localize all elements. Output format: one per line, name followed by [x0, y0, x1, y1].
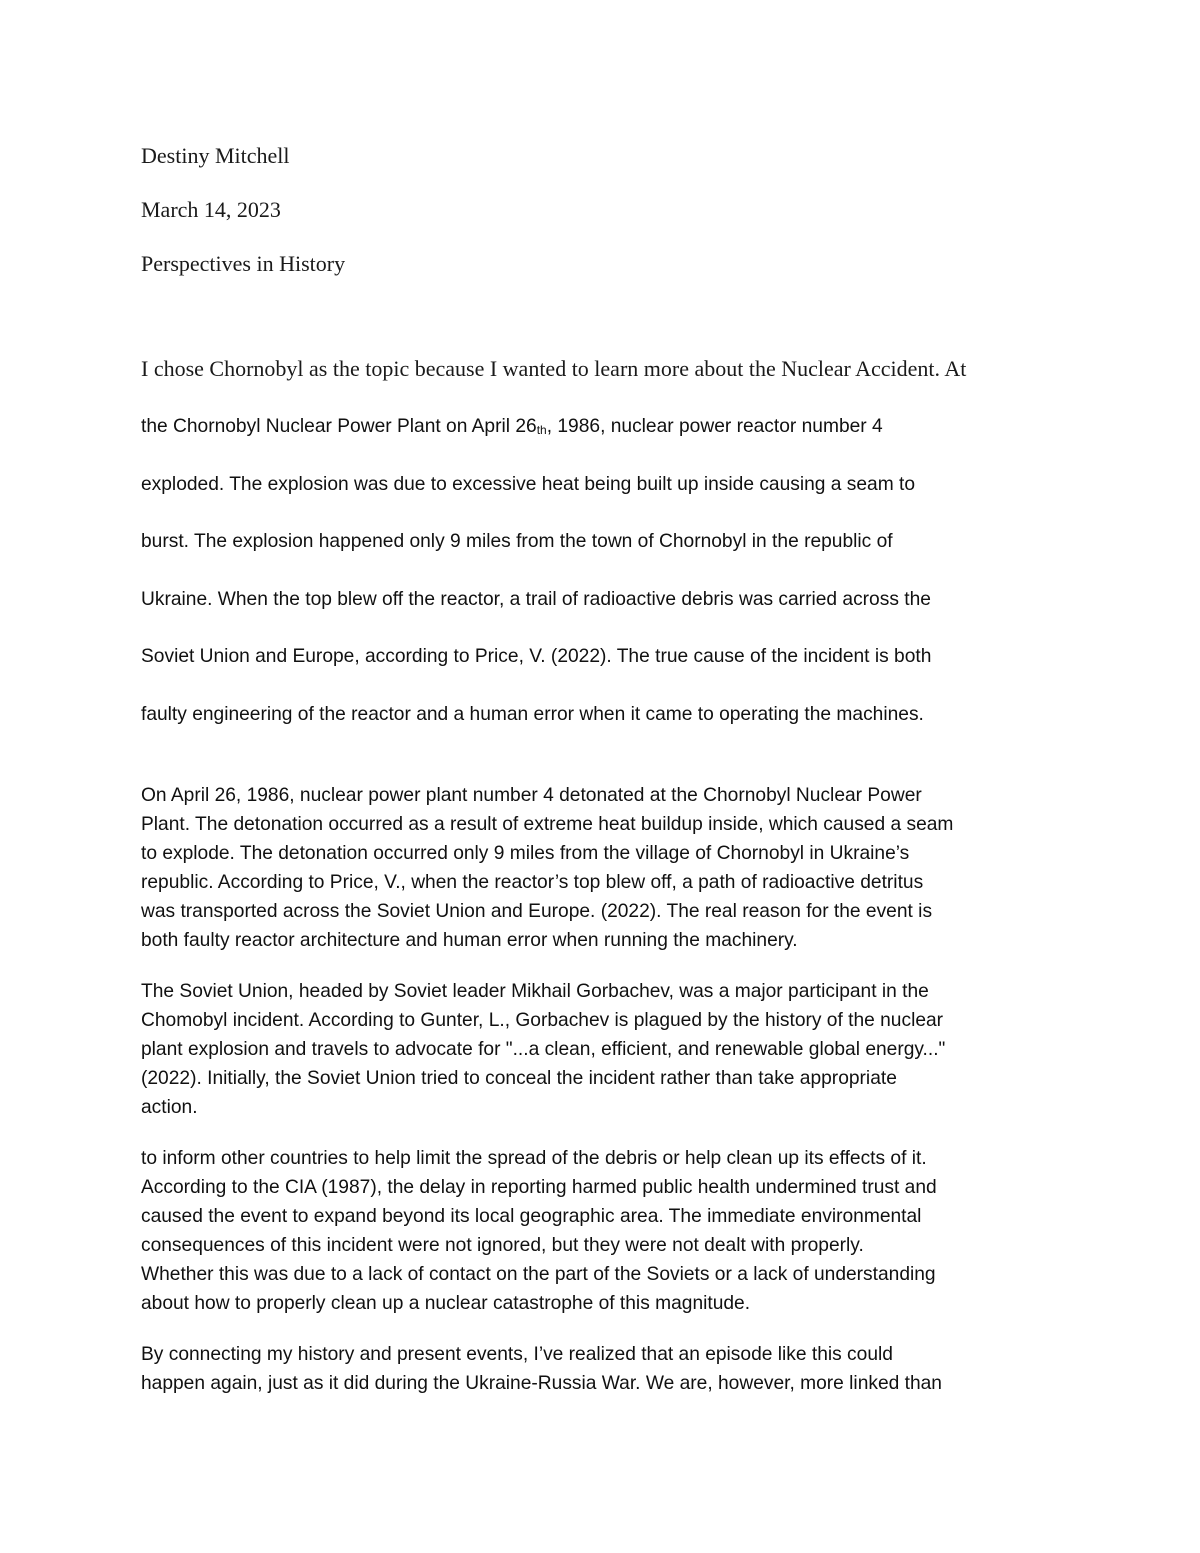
- author-name: Destiny Mitchell: [141, 143, 290, 168]
- paragraph-line: republic. According to Price, V., when the reactor’s top blew off, a path of radioactive detritus: [141, 872, 924, 893]
- intro-line-4: burst. The explosion happened only 9 miles from the town of Chornobyl in the republic of: [141, 531, 893, 552]
- paragraph-4: [141, 1340, 1061, 1398]
- paragraph-line: to explode. The detonation occurred only 9 miles from the village of Chornobyl in Ukraine’s: [141, 843, 910, 864]
- paragraph-2: [141, 977, 1061, 1122]
- paragraph-line: action.: [141, 1097, 198, 1118]
- paragraph-line: consequences of this incident were not ignored, but they were not dealt with properly.: [141, 1235, 864, 1256]
- ordinal-suffix: th: [536, 423, 547, 437]
- paragraph-3: [141, 1144, 1061, 1318]
- paragraph-line: Whether this was due to a lack of contact on the part of the Soviets or a lack of understanding: [141, 1264, 936, 1285]
- paragraph-line: On April 26, 1986, nuclear power plant number 4 detonated at the Chornobyl Nuclear Power: [141, 785, 922, 806]
- intro-line-2-text-end: , 1986, nuclear power reactor number 4: [546, 416, 883, 437]
- intro-line-6: Soviet Union and Europe, according to Price, V. (2022). The true cause of the incident is both: [141, 646, 932, 667]
- paragraph-line: (2022). Initially, the Soviet Union tried to conceal the incident rather than take appropriate: [141, 1068, 897, 1089]
- paragraph-line: Chomobyl incident. According to Gunter, L., Gorbachev is plagued by the history of the nuclear: [141, 1010, 944, 1031]
- intro-line-2: [141, 414, 883, 443]
- paragraph-line: caused the event to expand beyond its local geographic area. The immediate environmental: [141, 1206, 922, 1227]
- paragraph-line: By connecting my history and present events, I’ve realized that an episode like this could: [141, 1344, 893, 1365]
- paragraph-line: According to the CIA (1987), the delay in reporting harmed public health undermined trust and: [141, 1177, 937, 1198]
- paragraph-line: to inform other countries to help limit the spread of the debris or help clean up its effects of it.: [141, 1148, 927, 1169]
- course-title: Perspectives in History: [141, 251, 346, 276]
- paragraph-line: about how to properly clean up a nuclear catastrophe of this magnitude.: [141, 1293, 751, 1314]
- paragraph-line: plant explosion and travels to advocate for "...a clean, efficient, and renewable global energy...": [141, 1039, 946, 1060]
- document-date: March 14, 2023: [141, 197, 281, 222]
- intro-line-1: I chose Chornobyl as the topic because I wanted to learn more about the Nuclear Accident. At: [141, 356, 967, 381]
- intro-line-3: exploded. The explosion was due to excessive heat being built up inside causing a seam to: [141, 474, 916, 495]
- intro-line-5: Ukraine. When the top blew off the reactor, a trail of radioactive debris was carried across the: [141, 589, 931, 610]
- paragraph-1: [141, 781, 1061, 955]
- intro-line-7: faulty engineering of the reactor and a human error when it came to operating the machines.: [141, 704, 924, 725]
- paragraph-line: both faulty reactor architecture and human error when running the machinery.: [141, 930, 798, 951]
- paragraph-line: Plant. The detonation occurred as a result of extreme heat buildup inside, which caused a seam: [141, 814, 954, 835]
- paragraph-line: The Soviet Union, headed by Soviet leader Mikhail Gorbachev, was a major participant in the: [141, 981, 929, 1002]
- paragraph-line: happen again, just as it did during the Ukraine-Russia War. We are, however, more linked than: [141, 1373, 942, 1394]
- intro-line-2-text: the Chornobyl Nuclear Power Plant on April 26: [141, 416, 537, 437]
- paragraph-line: was transported across the Soviet Union and Europe. (2022). The real reason for the event is: [141, 901, 933, 922]
